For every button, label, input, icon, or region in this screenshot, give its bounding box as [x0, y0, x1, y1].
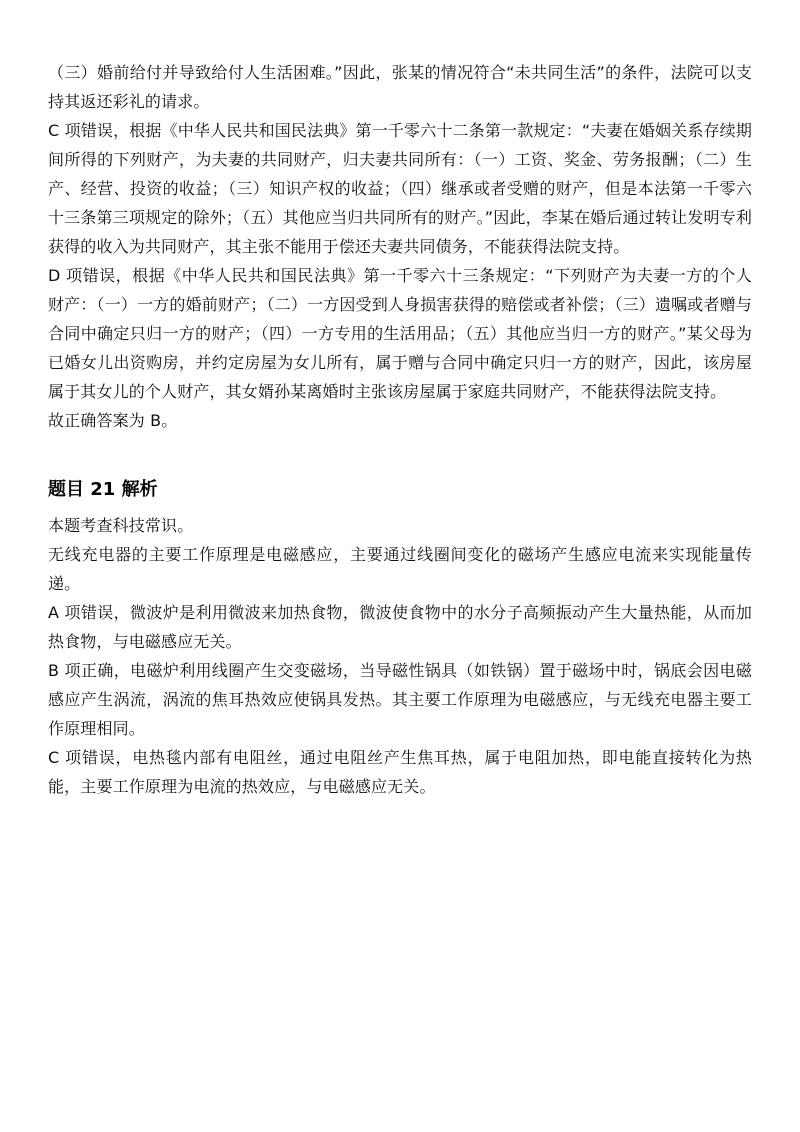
paragraph-topic: 本题考查科技常识。	[48, 516, 194, 535]
paragraph-option-d-analysis: D 项错误，根据《中华人民共和国民法典》第一千零六十三条规定：“下列财产为夫妻一方的个人财产：（一）一方的婚前财产；（二）一方因受到人身损害获得的赔偿或者补偿；（三）遗嘱或者赠与合同中确定只归一方的财产；（四）一方专用的生活用品；（五）其他应当归一方的财产。”某父母为已婚女儿出资购房，并约定房屋为女儿所有，属于赠与合同中确定只归一方的财产，因此，该房屋属于其女儿的个人财产，其女婿孙某离婚时主张该房屋属于家庭共同财产，不能获得法院支持。	[48, 266, 752, 401]
section-body	[48, 511, 752, 801]
paragraph-option-a-analysis: A 项错误，微波炉是利用微波来加热食物，微波使食物中的水分子高频振动产生大量热能，从而加热食物，与电磁感应无关。	[48, 603, 752, 651]
paragraph-principle: 无线充电器的主要工作原理是电磁感应，主要通过线圈间变化的磁场产生感应电流来实现能量传递。	[48, 545, 752, 593]
paragraph-option-b-analysis: B 项正确，电磁炉利用线圈产生交变磁场，当导磁性锅具（如铁锅）置于磁场中时，锅底会因电磁感应产生涡流，涡流的焦耳热效应使锅具发热。其主要工作原理为电磁感应，与无线充电器主要工作原理相同。	[48, 661, 752, 738]
paragraph-option-c-analysis-2: C 项错误，电热毯内部有电阻丝，通过电阻丝产生焦耳热，属于电阻加热，即电能直接转化为热能，主要工作原理为电流的热效应，与电磁感应无关。	[48, 748, 752, 796]
paragraph-answer: 故正确答案为 B。	[48, 411, 178, 430]
paragraph-continuation: （三）婚前给付并导致给付人生活困难。”因此，张某的情况符合“未共同生活”的条件，法院可以支持其返还彩礼的请求。	[48, 63, 752, 111]
paragraph-option-c-analysis: C 项错误，根据《中华人民共和国民法典》第一千零六十二条第一款规定：“夫妻在婚姻关系存续期间所得的下列财产，为夫妻的共同财产，归夫妻共同所有：（一）工资、奖金、劳务报酬；（二）生产、经营、投资的收益；（三）知识产权的收益；（四）继承或者受赠的财产，但是本法第一千零六十三条第三项规定的除外；（五）其他应当归共同所有的财产。”因此，李某在婚后通过转让发明专利获得的收入为共同财产，其主张不能用于偿还夫妻共同债务，不能获得法院支持。	[48, 121, 752, 256]
section-heading: 题目 21 解析	[48, 479, 158, 500]
